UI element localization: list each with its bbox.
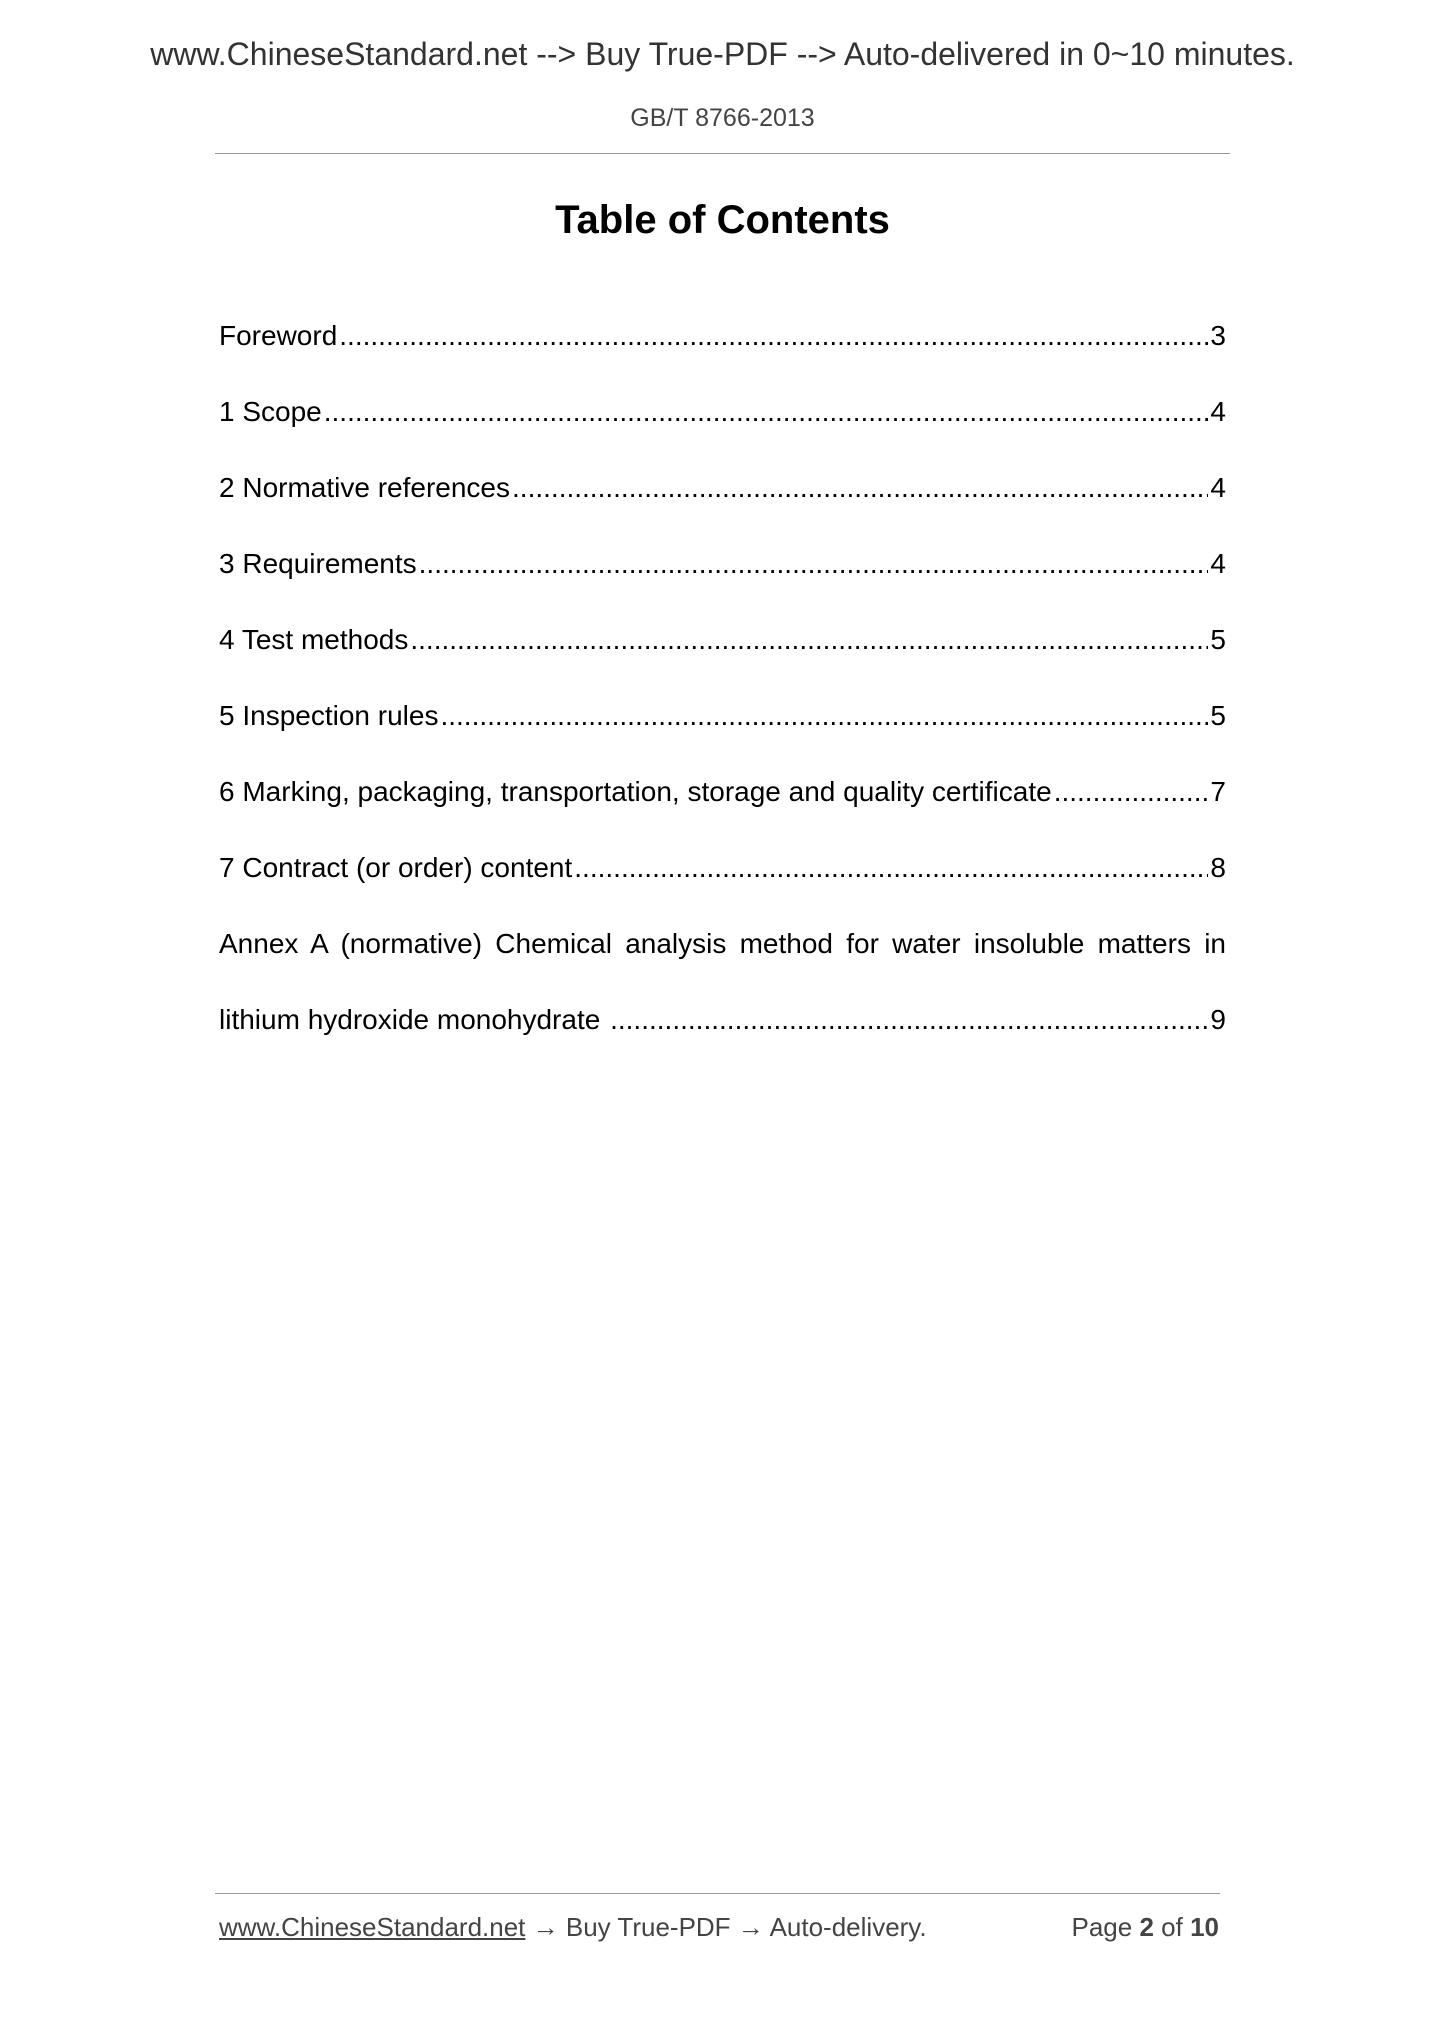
current-page-number: 2 <box>1139 1912 1154 1942</box>
toc-entry-label: 3 Requirements <box>219 548 417 579</box>
dot-leader <box>610 998 1208 1042</box>
page-word: Page <box>1071 1912 1133 1942</box>
toc-entry-marking-packaging[interactable] <box>219 770 1226 846</box>
footer-site-link[interactable]: www.ChineseStandard.net <box>219 1912 526 1942</box>
toc-entry-label: 7 Contract (or order) content <box>219 852 573 883</box>
toc-entry-normative-references[interactable] <box>219 466 1226 542</box>
document-code: GB/T 8766-2013 <box>630 104 815 132</box>
dot-leader <box>440 694 1208 738</box>
toc-entry-label: Foreword <box>219 320 338 351</box>
toc-entry-label: 5 Inspection rules <box>219 700 439 731</box>
footer-divider <box>215 1893 1220 1894</box>
toc-entry-page: 4 <box>1210 472 1226 503</box>
dot-leader <box>410 618 1208 662</box>
toc-entry-page: 4 <box>1210 396 1226 427</box>
toc-entry-label: 6 Marking, packaging, transportation, storage and quality certificate <box>219 776 1052 807</box>
toc-entry-label: lithium hydroxide monohydrate <box>219 1004 609 1035</box>
footer-tagline: → Buy True-PDF → Auto-delivery. <box>525 1912 927 1942</box>
toc-entry-page: 9 <box>1210 1004 1226 1035</box>
dot-leader <box>574 846 1208 890</box>
toc-entry-annex-a-line2[interactable] <box>219 998 1226 1074</box>
dot-leader <box>512 466 1208 510</box>
toc-entry-scope[interactable] <box>219 390 1226 466</box>
toc-entry-annex-a-line1[interactable]: Annex A (normative) Chemical analysis method for water insoluble matters in <box>219 928 1226 959</box>
toc-entry-page: 5 <box>1210 624 1226 655</box>
total-page-number: 10 <box>1190 1912 1219 1942</box>
top-banner: www.ChineseStandard.net --> Buy True-PDF --> Auto-delivered in 0~10 minutes. <box>150 36 1295 72</box>
toc-entry-page: 4 <box>1210 548 1226 579</box>
toc-entry-page: 3 <box>1210 320 1226 351</box>
toc-entry-page: 8 <box>1210 852 1226 883</box>
page-footer <box>219 1912 1219 1943</box>
toc-entry-label: 1 Scope <box>219 396 322 427</box>
toc-entry-label: 4 Test methods <box>219 624 409 655</box>
toc-entry-contract-content[interactable] <box>219 846 1226 922</box>
page-indicator <box>1071 1912 1219 1943</box>
toc-list <box>219 314 1226 1074</box>
toc-entry-page: 7 <box>1210 776 1226 807</box>
toc-entry-inspection-rules[interactable] <box>219 694 1226 770</box>
toc-title: Table of Contents <box>555 198 890 242</box>
dot-leader <box>419 542 1209 586</box>
dot-leader <box>1054 770 1209 814</box>
header-divider <box>215 153 1230 154</box>
toc-entry-label: 2 Normative references <box>219 472 511 503</box>
toc-entry-test-methods[interactable] <box>219 618 1226 694</box>
toc-entry-foreword[interactable] <box>219 314 1226 390</box>
of-word: of <box>1161 1912 1183 1942</box>
dot-leader <box>324 390 1209 434</box>
toc-entry-requirements[interactable] <box>219 542 1226 618</box>
toc-entry-page: 5 <box>1210 700 1226 731</box>
dot-leader <box>339 314 1208 358</box>
